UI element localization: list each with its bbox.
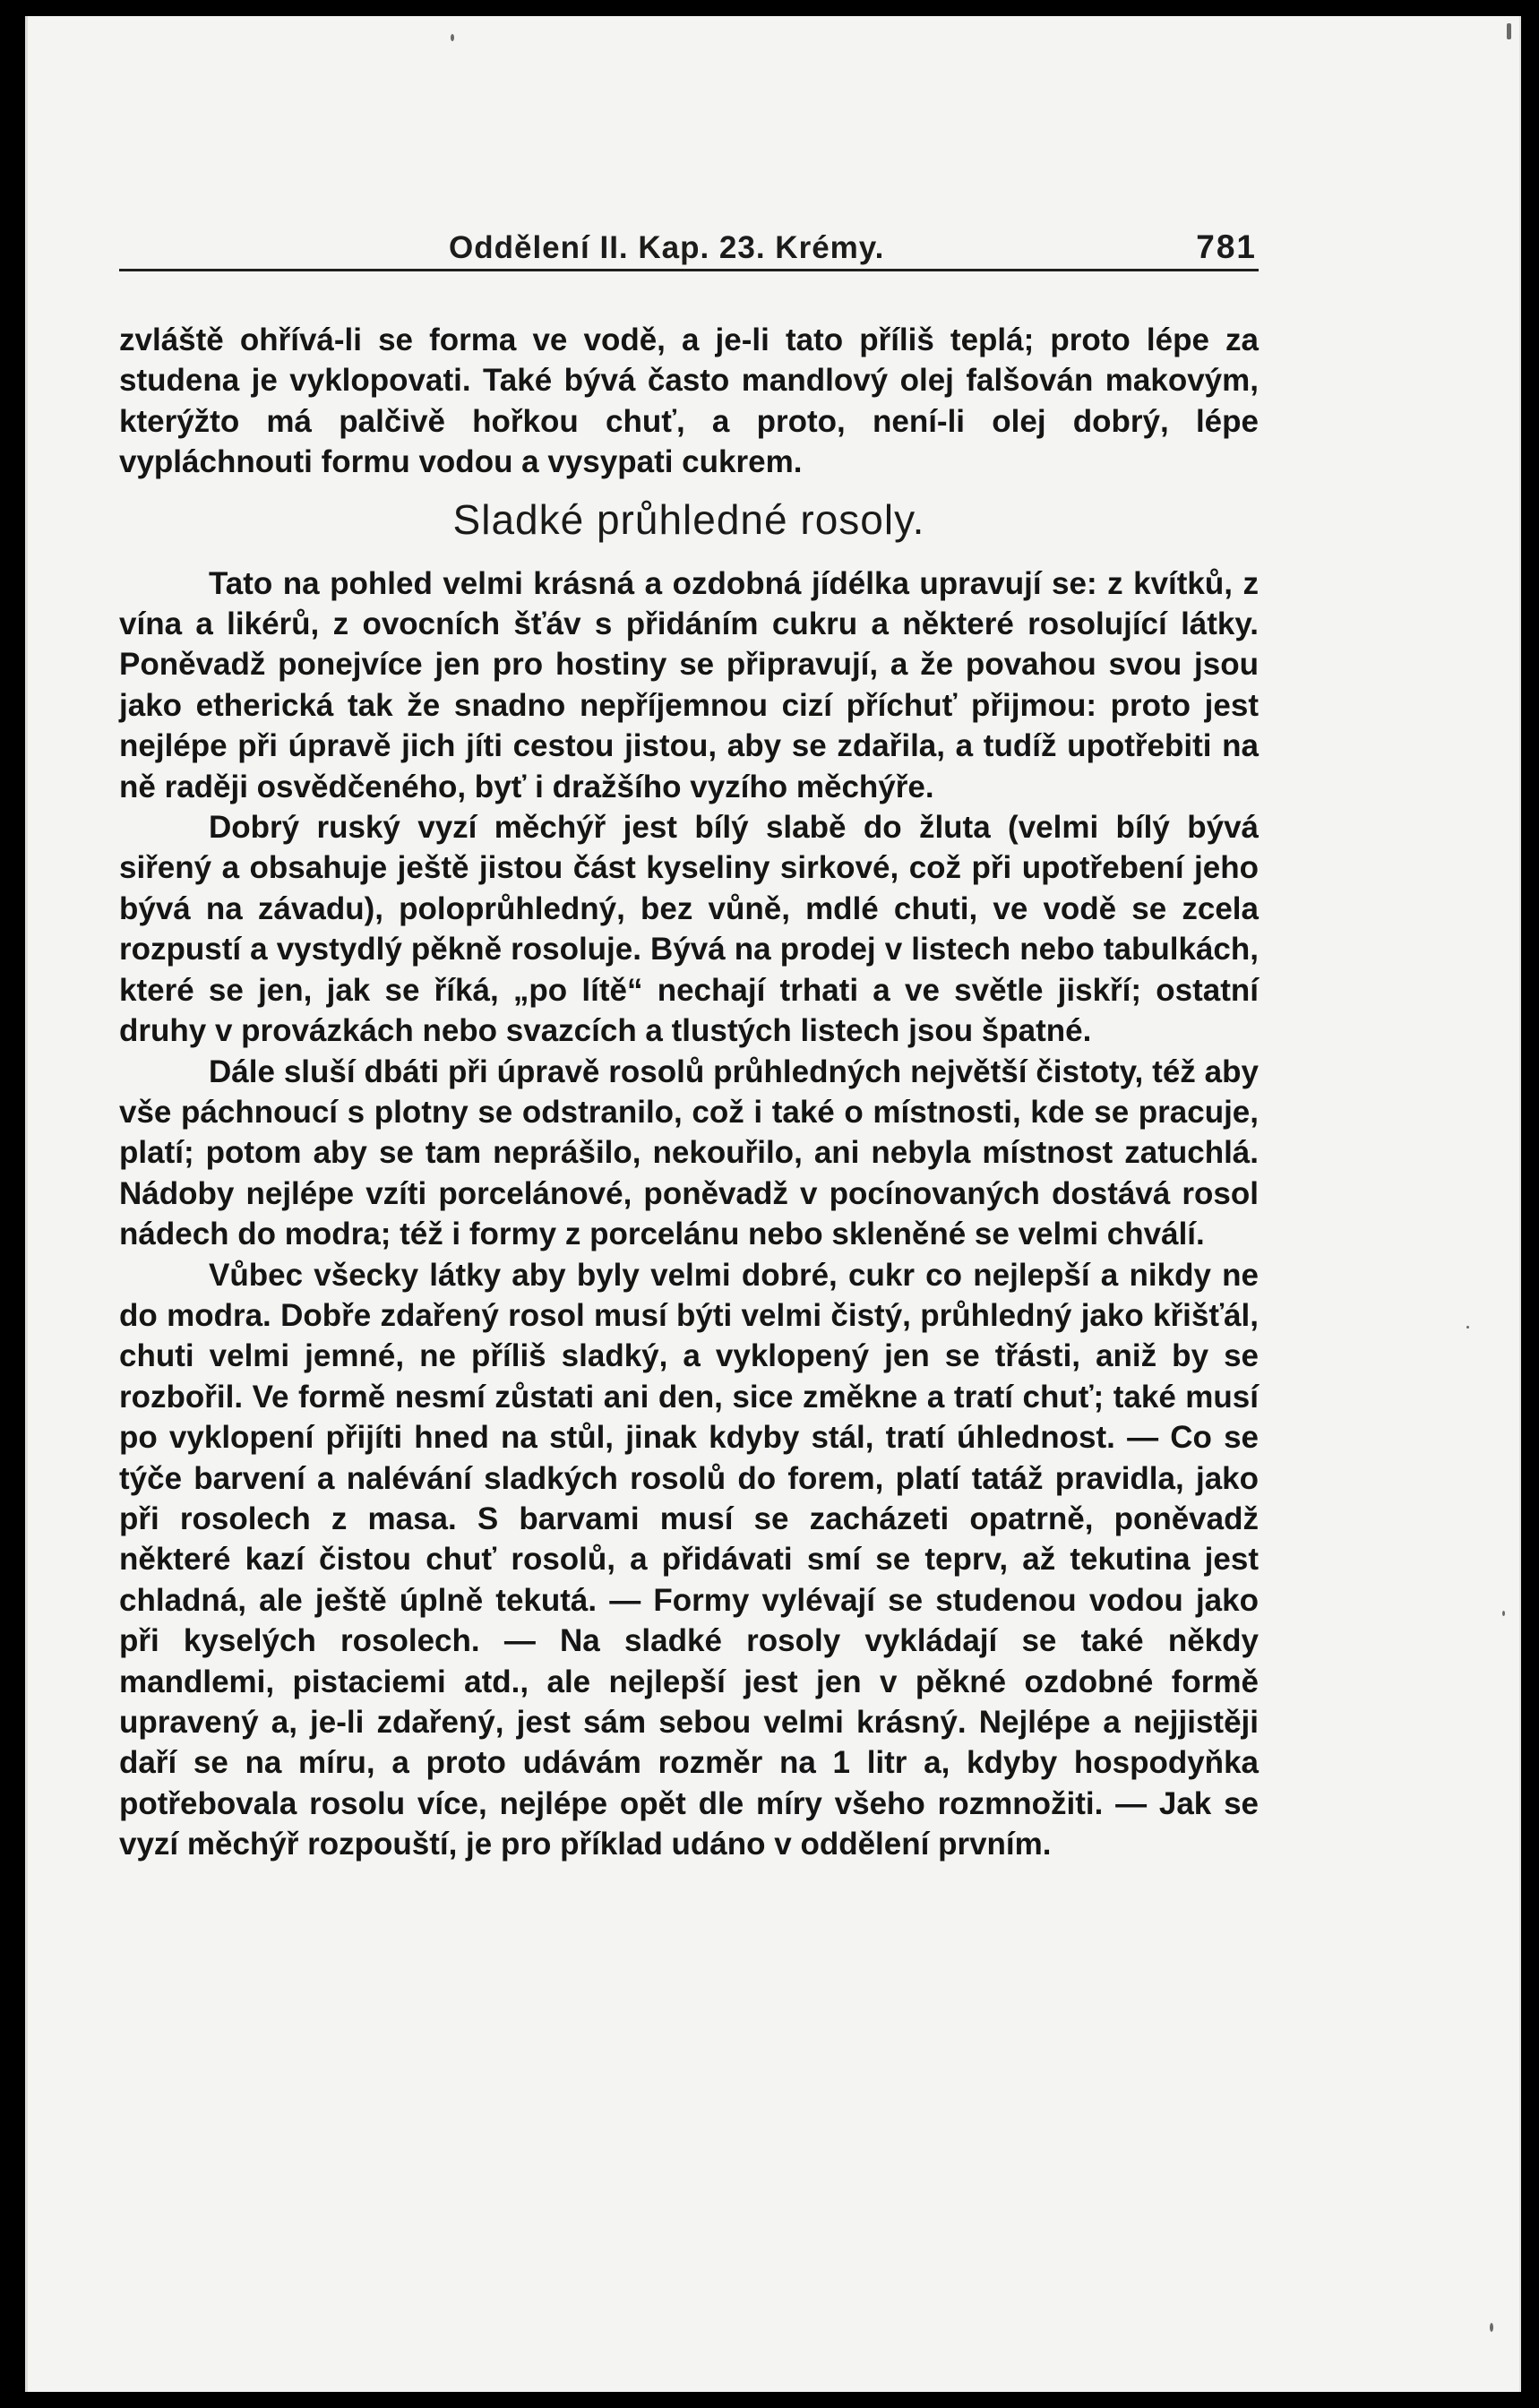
page-header [119,221,1259,271]
running-title: Oddělení II. Kap. 23. Krémy. [449,230,885,265]
paragraph-intro: Tato na pohled velmi krásná a ozdobná jídélka upravují se: z kvítků, z vína a likérů, z ovocních šťáv s přidáním cukru a některé rosolující látky. Poněvadž ponejvíce jen pro hostiny se připravují, a že povahou svou jsou jako etherická tak že snadno nepříjemnou cizí příchuť přijmou: proto jest nejlépe při úpravě jich jíti cestou jistou, aby se zdařila, a tudíž upotřebiti na ně raději osvědčeného, byť i dražšího vyzího měchýře. [119,565,1259,804]
paper-speck [1507,23,1511,39]
page-number: 781 [1196,228,1257,265]
paper-speck [1502,1611,1505,1616]
paragraph-cleanliness: Dále sluší dbáti při úpravě rosolů průhledných největší čistoty, též aby vše páchnoucí s plotny se odstranilo, což i také o místnosti, kde se pracuje, platí; potom aby se tam neprášilo, nekouřilo, ani nebyla místnost zatuchlá. Nádoby nejlépe vzíti porcelánové, poněvadž v pocínovaných dostává rosol nádech do modra; též i formy z porcelánu nebo skleněné se velmi chválí. [119,1054,1259,1252]
section-heading: Sladké průhledné rosoly. [452,495,925,543]
paragraph-continuation: zvláště ohřívá-li se forma ve vodě, a je-li tato příliš teplá; proto lépe za studena je vyklopovati. Také bývá často mandlový olej falšován makovým, kterýžto má palčivě hořkou chuť, a proto, není-li olej dobrý, lépe vypláchnouti formu vodou a vysypati cukrem. [119,322,1259,480]
book-page [25,16,1521,2392]
paper-speck [1490,2323,1493,2332]
paper-speck [451,34,454,41]
page-body [119,320,1259,1865]
paper-speck [1466,1326,1469,1329]
paragraph-isinglass: Dobrý ruský vyzí měchýř jest bílý slabě do žluta (velmi bílý bývá siřený a obsahuje ještě jistou část kyseliny sirkové, což při upotřebení jeho bývá na závadu), poloprůhledný, bez vůně, mdlé chuti, ve vodě se zcela rozpustí a vystydlý pěkně rosoluje. Bývá na prodej v listech nebo tabulkách, které se jen, jak se říká, „po lítě“ nechají trhati a ve světle jiskří; ostatní druhy v provázkách nebo svazcích a tlustých listech jsou špatné. [119,810,1259,1049]
header-rule [119,269,1259,271]
paragraph-ingredients: Vůbec všecky látky aby byly velmi dobré, cukr co nejlepší a nikdy ne do modra. Dobře zdařený rosol musí býti velmi čistý, průhledný jako křišťál, chuti velmi jemné, ne příliš sladký, a vyklopený jen se třásti, aniž by se rozbořil. Ve formě nesmí zůstati ani den, sice změkne a tratí chuť; také musí po vyklopení přijíti hned na stůl, jinak kdyby stál, tratí úhlednost. — Co se týče barvení a nalévání sladkých rosolů do forem, platí tatáž pravidla, jako při rosolech z masa. S barvami musí se zacházeti opatrně, poněvadž některé kazí čistou chuť rosolů, a přidávati smí se teprv, až tekutina jest chladná, ale ještě úplně tekutá. — Formy vylévají se studenou vodou jako při kyselých rosolech. — Na sladké rosoly vykládají se také někdy mandlemi, pistaciemi atd., ale nejlepší jest jen v pěkné ozdobné formě upravený a, je-li zdařený, jest sám sebou velmi krásný. Nejlépe a nejjistěji daří se na míru, a proto udávám rozměr na 1 litr a, kdyby hospodyňka potřebovala rosolu více, nejlépe opět dle míry všeho rozmnožiti. — Jak se vyzí měchýř rozpouští, je pro příklad udáno v oddělení prvním. [119,1257,1259,1862]
